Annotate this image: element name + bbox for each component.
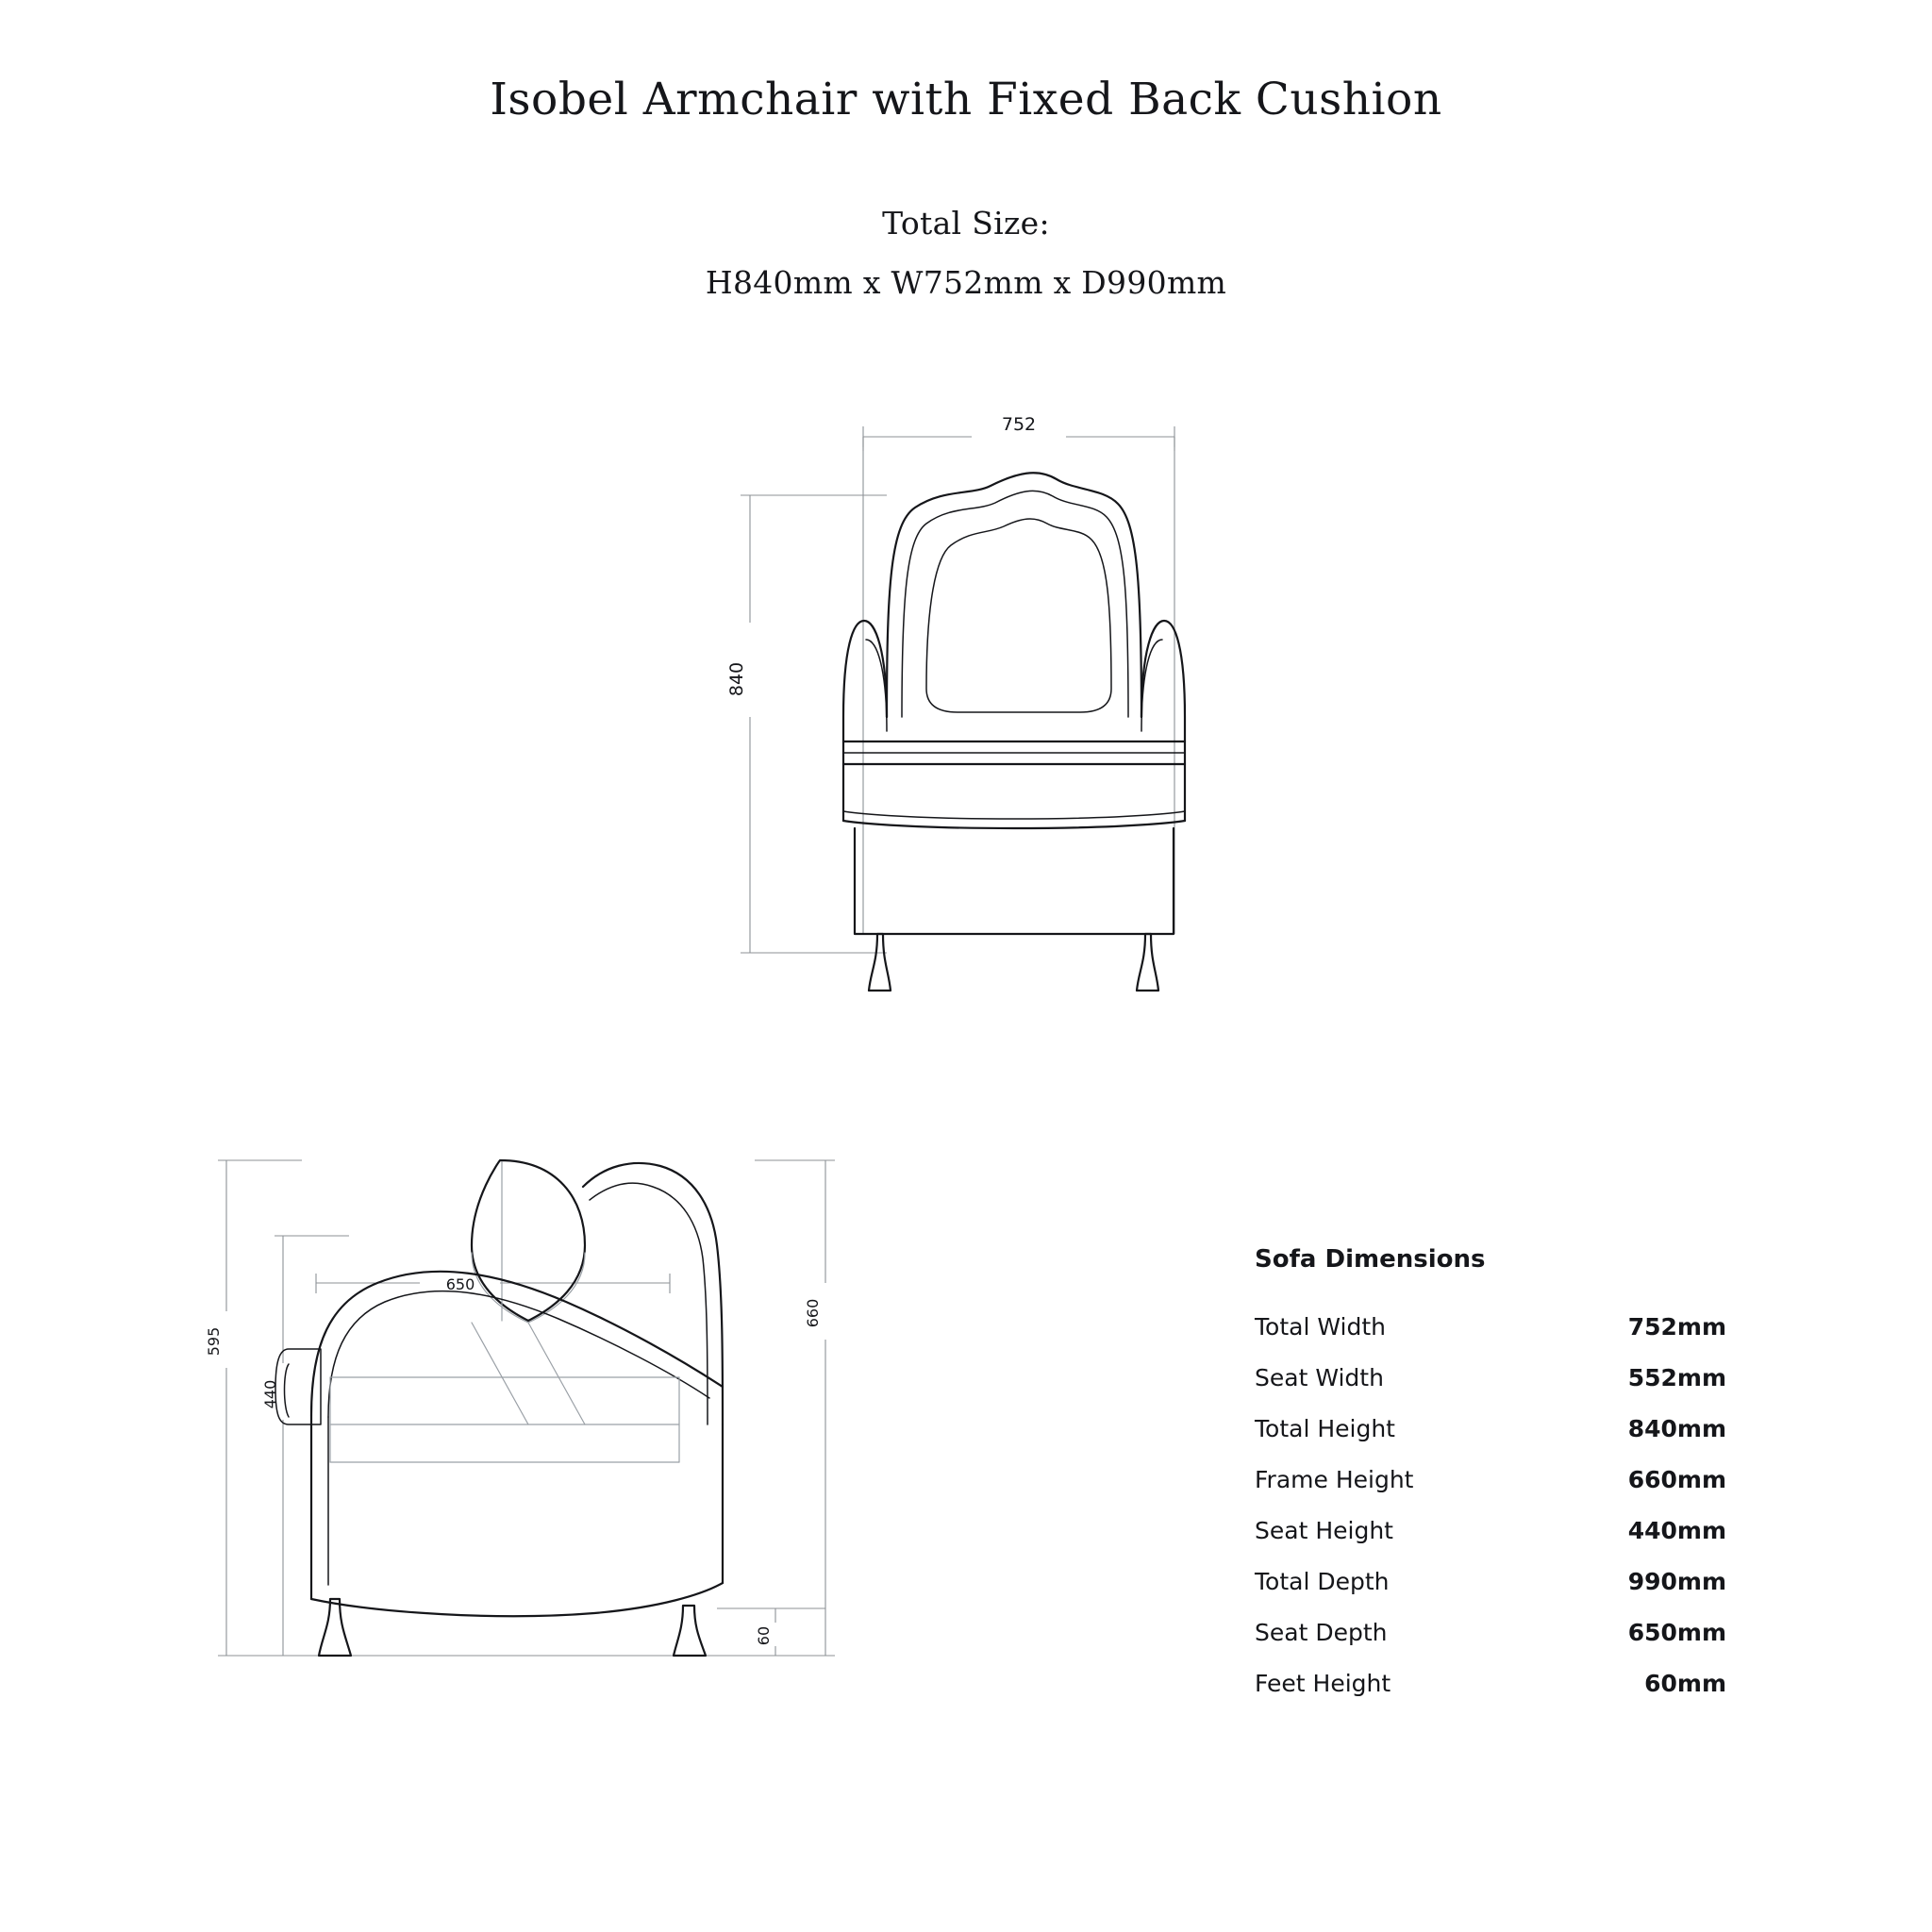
row-label: Frame Height xyxy=(1255,1466,1414,1493)
row-value: 552mm xyxy=(1627,1364,1726,1391)
table-row xyxy=(1255,1404,1726,1455)
table-row xyxy=(1255,1658,1726,1709)
row-label: Seat Depth xyxy=(1255,1619,1388,1646)
side-seat-depth-dimension xyxy=(316,1274,670,1293)
dimensions-table xyxy=(1255,1245,1726,1709)
side-overall-height-dimension xyxy=(205,1160,311,1656)
row-value: 990mm xyxy=(1627,1568,1726,1595)
side-seat-height-dimension xyxy=(261,1236,349,1656)
front-elevation-drawing xyxy=(226,406,1311,1066)
table-row xyxy=(1255,1557,1726,1607)
row-label: Total Width xyxy=(1255,1313,1386,1341)
side-frame-height-value: 660 xyxy=(804,1298,822,1328)
front-width-value: 752 xyxy=(1001,414,1037,435)
total-size-label: Total Size: xyxy=(882,205,1050,242)
total-size-block xyxy=(0,193,1932,312)
armchair-front-outline xyxy=(843,473,1185,991)
row-label: Seat Height xyxy=(1255,1517,1393,1544)
side-overall-height-value: 595 xyxy=(205,1326,223,1357)
armchair-side-outline xyxy=(275,1160,723,1656)
row-label: Seat Width xyxy=(1255,1364,1384,1391)
row-value: 840mm xyxy=(1627,1415,1726,1442)
row-value: 752mm xyxy=(1627,1313,1726,1341)
row-value: 650mm xyxy=(1627,1619,1726,1646)
side-seat-depth-value: 650 xyxy=(445,1275,475,1293)
dimensions-table-title: Sofa Dimensions xyxy=(1255,1245,1486,1274)
side-feet-height-value: 60 xyxy=(755,1625,773,1646)
table-row xyxy=(1255,1302,1726,1353)
table-row xyxy=(1255,1506,1726,1557)
row-label: Total Depth xyxy=(1255,1568,1390,1595)
row-value: 60mm xyxy=(1644,1670,1726,1697)
front-height-value: 840 xyxy=(726,661,747,697)
row-label: Total Height xyxy=(1255,1415,1395,1442)
table-row xyxy=(1255,1353,1726,1404)
page-title: Isobel Armchair with Fixed Back Cushion xyxy=(490,74,1442,125)
table-row xyxy=(1255,1455,1726,1506)
table-row xyxy=(1255,1607,1726,1658)
row-value: 440mm xyxy=(1627,1517,1726,1544)
side-seat-height-value: 440 xyxy=(261,1379,279,1409)
side-elevation-drawing xyxy=(189,1141,1132,1736)
row-label: Feet Height xyxy=(1255,1670,1391,1697)
row-value: 660mm xyxy=(1627,1466,1726,1493)
total-size-value: H840mm x W752mm x D990mm xyxy=(705,264,1227,301)
side-frame-height-dimension xyxy=(755,1160,835,1656)
